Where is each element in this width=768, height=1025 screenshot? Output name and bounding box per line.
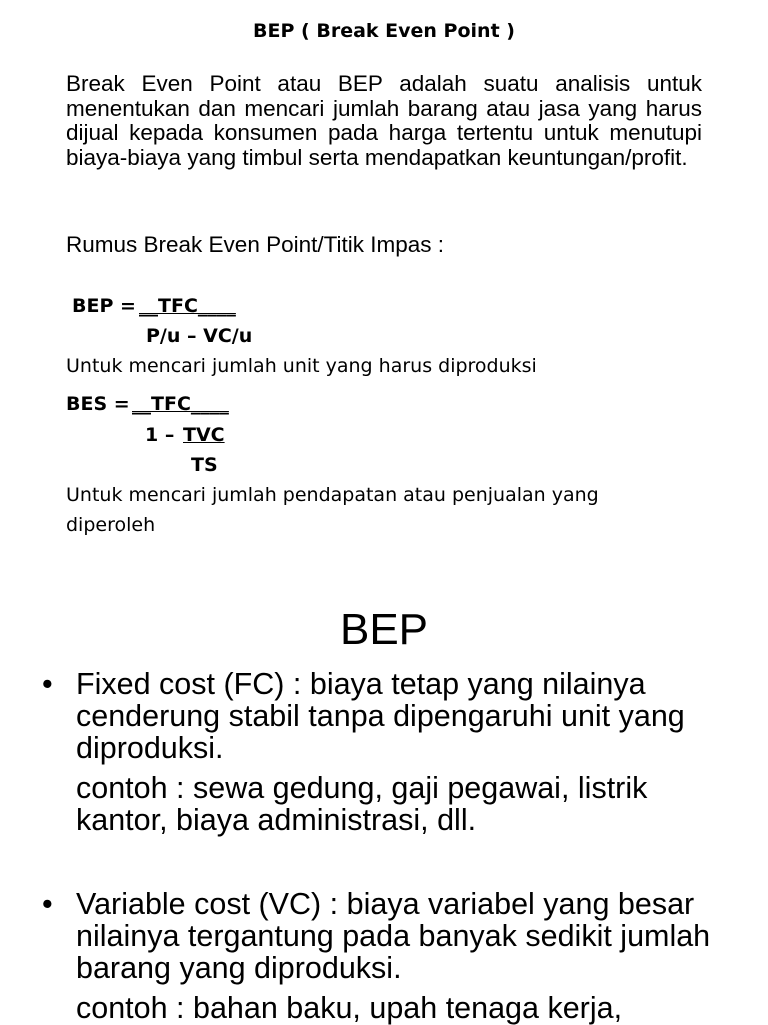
bep-formula-note: Untuk mencari jumlah unit yang harus diproduksi — [66, 355, 537, 377]
slide-heading: BEP — [339, 605, 429, 654]
bep-definition-paragraph: Break Even Point atau BEP adalah suatu analisis untuk menentukan dan mencari jumlah barang atau jasa yang harus dijual kepada konsumen pada harga tertentu untuk menutupi biaya-biaya yang timbul serta mendapatkan keuntungan/profit. — [66, 71, 702, 170]
bullet-text: Fixed cost (FC) : biaya tetap yang nilainya cenderung stabil tanpa dipengaruhi unit yang diproduksi. — [76, 667, 685, 765]
page-title: BEP ( Break Even Point ) — [253, 20, 515, 42]
bullet-example: contoh : sewa gedung, gaji pegawai, listrik kantor, biaya administrasi, dll. — [76, 771, 648, 837]
bes-formula-tvc: TVC — [183, 424, 225, 446]
bep-formula-denominator: P/u – VC/u — [146, 325, 253, 347]
bullet-variable-cost — [42, 888, 732, 1024]
bes-formula-denominator-prefix: 1 – — [145, 424, 181, 446]
bes-formula-numerator: __TFC____ — [132, 393, 229, 415]
formula-heading: Rumus Break Even Point/Titik Impas : — [66, 232, 445, 257]
bullet-example: contoh : bahan baku, upah tenaga kerja, — [76, 991, 623, 1025]
bullet-marker: • — [42, 887, 53, 921]
bullet-text: Variable cost (VC) : biaya variabel yang besar nilainya tergantung pada banyak sedikit jumlah barang yang diproduksi. — [76, 887, 711, 985]
bep-formula-lhs: BEP = — [72, 295, 143, 317]
bes-formula-ts: TS — [191, 454, 218, 476]
bullet-fixed-cost — [42, 668, 732, 836]
slide-bep-costs — [0, 560, 768, 1024]
bullet-marker: • — [42, 667, 53, 701]
bes-formula-lhs: BES = — [66, 393, 137, 415]
bep-formula-numerator: __TFC____ — [139, 295, 236, 317]
bes-formula-note: Untuk mencari jumlah pendapatan atau penjualan yang diperoleh — [66, 484, 599, 536]
